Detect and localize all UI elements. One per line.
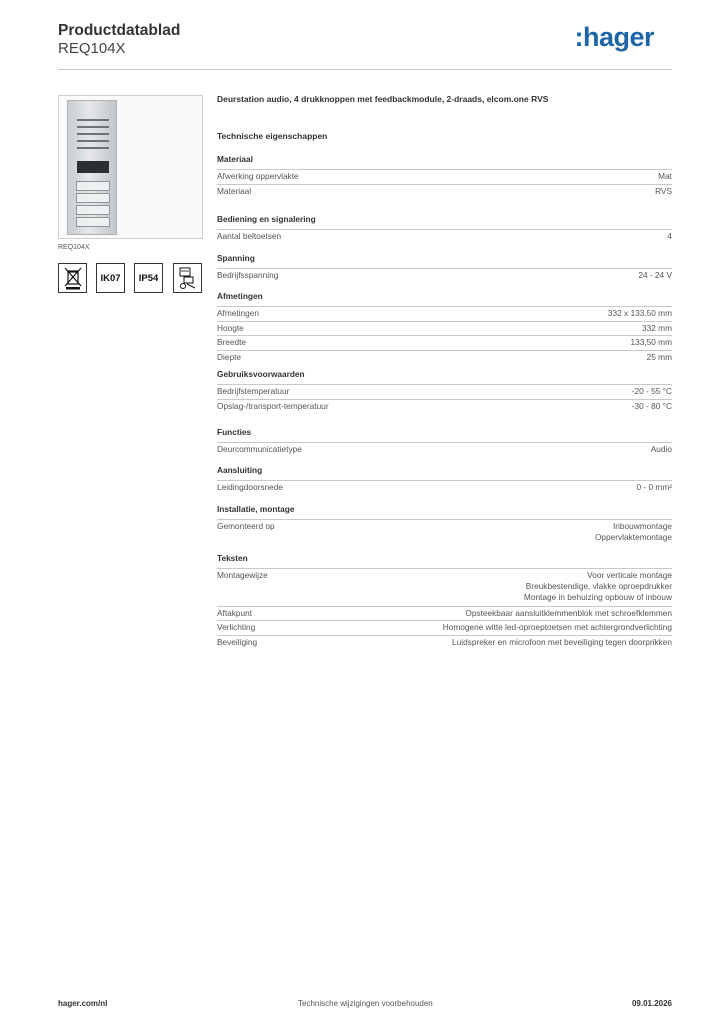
spec-row — [217, 399, 672, 414]
spec-value-line: Montage in behuizing opbouw of inbouw — [523, 592, 672, 602]
technical-properties-title: Technische eigenschappen — [217, 131, 328, 141]
spec-label: Afmetingen — [217, 308, 259, 318]
spec-value-line: Homogene witte led-oproeptoetsen met achtergrondverlichting — [442, 622, 672, 632]
product-description: Deurstation audio, 4 drukknoppen met feedbackmodule, 2-draads, elcom.one RVS — [217, 94, 549, 104]
footer-date: 09.01.2026 — [631, 999, 672, 1008]
spec-row — [217, 442, 672, 457]
spec-value-line: Oppervlaktemontage — [594, 532, 672, 542]
spec-row — [217, 229, 672, 244]
spec-row — [217, 169, 672, 184]
spec-label: Hoogte — [217, 322, 244, 333]
spec-value — [608, 308, 672, 319]
section-title: Teksten — [217, 553, 248, 563]
spec-value-line: 332 x 133.50 mm — [607, 308, 672, 318]
ip54-rating: IP54 — [134, 263, 163, 293]
spec-value-line: Opsteekbaar aansluitklemmenblok met schroefklemmen — [465, 607, 672, 618]
spec-value-line: Luidspreker en microfoon met beveiliging tegen doorprikken — [452, 636, 672, 647]
spec-label: Breedte — [217, 337, 247, 347]
spec-value — [637, 482, 673, 493]
section-title: Gebruiksvoorwaarden — [217, 369, 305, 379]
spec-label: Opslag-/transport-temperatuur — [217, 400, 329, 411]
weee-bin-icon — [58, 263, 87, 293]
section-title: Bediening en signalering — [217, 214, 316, 224]
spec-row — [217, 306, 672, 321]
image-caption: REQ104X — [58, 244, 90, 251]
spec-row — [217, 384, 672, 399]
doorstation-wiring-icon — [173, 263, 202, 293]
page-footer — [58, 999, 672, 1013]
spec-label: Leidingdoorsnede — [217, 482, 283, 492]
spec-value — [642, 323, 672, 334]
spec-value-line: 133,50 mm — [630, 337, 672, 347]
product-code: REQ104X — [58, 40, 126, 57]
spec-value — [667, 231, 672, 242]
spec-label: Aftakpunt — [217, 607, 253, 618]
page-header — [58, 22, 672, 68]
spec-label: Verlichting — [217, 622, 256, 632]
section-title: Installatie, montage — [217, 504, 295, 514]
spec-row — [217, 606, 672, 621]
spec-value — [443, 622, 672, 633]
spec-value-line: 0 - 0 mm² — [636, 482, 672, 492]
spec-value — [638, 270, 672, 281]
spec-row — [217, 321, 672, 336]
spec-label: Diepte — [217, 351, 241, 362]
spec-row — [217, 268, 672, 283]
spec-value-line: 24 - 24 V — [638, 270, 672, 280]
spec-value-line: Breukbestendige, vlakke oproepdrukker — [525, 581, 672, 591]
spec-value — [632, 386, 672, 397]
spec-value — [595, 521, 672, 543]
spec-label: Bedrijfsspanning — [217, 270, 279, 280]
ik07-rating: IK07 — [96, 263, 125, 293]
spec-row — [217, 620, 672, 635]
section-title: Spanning — [217, 253, 255, 263]
spec-value-line: Inbouwmontage — [612, 521, 672, 531]
spec-label: Bedrijfstemperatuur — [217, 386, 290, 396]
product-image — [58, 95, 203, 239]
spec-value-line: Audio — [650, 444, 672, 454]
spec-value-line: -30 - 80 °C — [631, 400, 672, 411]
spec-value-line: 332 mm — [642, 322, 672, 333]
spec-row — [217, 350, 672, 365]
spec-value-line: 25 mm — [646, 351, 672, 362]
spec-value-line: 4 — [667, 231, 672, 241]
footer-notice: Technische wijzigingen voorbehouden — [298, 999, 433, 1008]
section-title: Materiaal — [217, 154, 253, 164]
certification-icons — [58, 263, 203, 293]
header-divider — [58, 69, 672, 70]
spec-label: Beveiliging — [217, 636, 258, 647]
spec-value — [630, 337, 672, 348]
spec-value — [651, 444, 672, 455]
spec-row — [217, 519, 672, 545]
section-title: Aansluiting — [217, 465, 263, 475]
spec-label: Aantal beltoetsen — [217, 231, 282, 241]
spec-value — [452, 637, 672, 648]
spec-value-line: Voor verticale montage — [587, 570, 672, 580]
spec-label: Materiaal — [217, 185, 252, 196]
spec-value — [658, 171, 672, 182]
spec-row — [217, 568, 672, 606]
document-title: Productdatablad — [58, 22, 181, 39]
spec-row — [217, 184, 672, 199]
spec-label: Montagewijze — [217, 570, 268, 580]
spec-row — [217, 635, 672, 650]
spec-value — [647, 352, 672, 363]
spec-value — [465, 608, 672, 619]
spec-row — [217, 335, 672, 350]
spec-row — [217, 480, 672, 495]
spec-value — [524, 570, 672, 603]
spec-value — [655, 186, 672, 197]
spec-value-line: -20 - 55 °C — [631, 386, 672, 396]
section-title: Afmetingen — [217, 291, 263, 301]
spec-value-line: Mat — [658, 171, 672, 181]
hager-logo: :hager — [574, 22, 654, 52]
spec-value-line: RVS — [655, 185, 672, 196]
spec-label: Afwerking oppervlakte — [217, 171, 299, 181]
door-station-panel — [67, 100, 117, 235]
spec-value — [632, 401, 672, 412]
spec-label: Deurcommunicatietype — [217, 444, 302, 454]
section-title: Functies — [217, 427, 252, 437]
footer-website: hager.com/nl — [58, 999, 108, 1008]
spec-label: Gemonteerd op — [217, 521, 275, 531]
